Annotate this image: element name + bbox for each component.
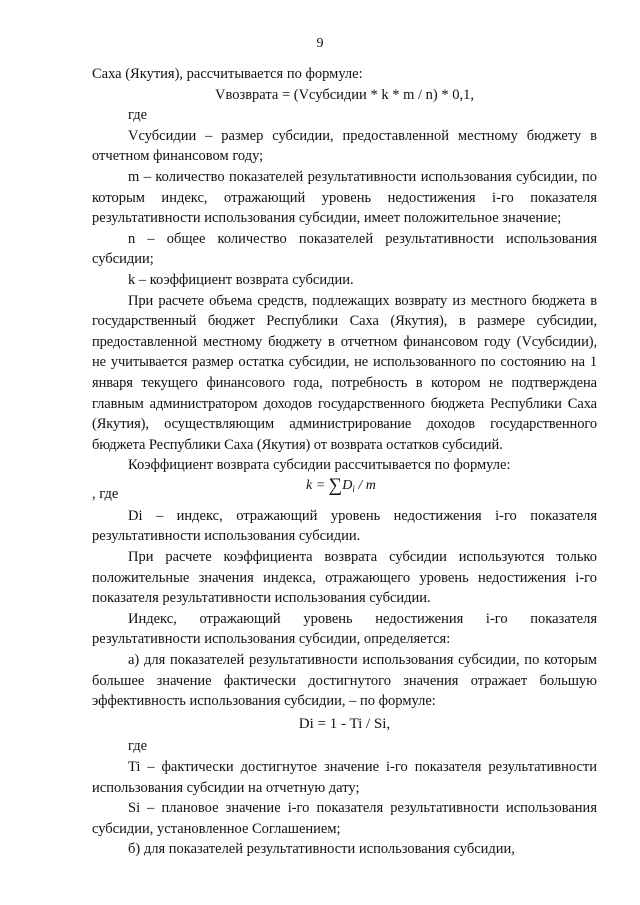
- formula-i-subscript: i: [352, 483, 355, 494]
- definition-v-subsidy: Vсубсидии – размер субсидии, предоставленной местному бюджету в отчетном финансовом году;: [92, 127, 597, 165]
- paragraph-coefficient-formula-intro: Коэффициент возврата субсидии рассчитывается по формуле:: [128, 457, 511, 474]
- sum-symbol: ∑: [328, 474, 343, 496]
- definition-m: m – количество показателей результативности использования субсидии, по которым индекс, отражающий уровень недостижения i-го показателя результативности использования субсидии, имеет положительное значение;: [92, 168, 597, 227]
- definition-si: Si – плановое значение i-го показателя результативности использования субсидии, установленное Соглашением;: [92, 800, 597, 837]
- formula-where-label: , где: [92, 485, 119, 502]
- formula-k-symbol: k: [306, 477, 313, 493]
- paragraph-calculation-rule: При расчете объема средств, подлежащих возврату из местного бюджета в государственный бюджет Республики Саха (Якутия), в размере субсидии, предоставленной местному бюджету в отчетном финансовом году (Vсубсидии), не учитывается размер остатка субсидии, не использованного по состоянию на 1 января текущего финансового года, потребность в котором не подтверждена главным администратором доходов государственного бюджета Республики Саха (Якутия), осуществляющим администрирование доходов государственного бюджета Республики Саха (Якутия) от возврата остатков субсидий.: [92, 292, 597, 453]
- paragraph-formula-intro: Саха (Якутия), рассчитывается по формуле:: [92, 66, 363, 82]
- formula-coefficient-line: [92, 476, 597, 506]
- definition-ti: Ti – фактически достигнутое значение i-го показателя результативности использования субсидии на отчетную дату;: [92, 759, 597, 796]
- document-body: [92, 64, 597, 860]
- where-label: где: [128, 107, 148, 124]
- definition-k: k – коэффициент возврата субсидии.: [128, 271, 354, 288]
- formula-equals-sign: =: [312, 477, 329, 493]
- item-a: а) для показателей результативности использования субсидии, по которым большее значение фактически достигнутого значения отражает большую эффективность использования субсидии, – по формуле:: [92, 652, 597, 710]
- formula-return-volume: Vвозврата = (Vсубсидии * k * m / n) * 0,1,: [215, 86, 474, 103]
- formula-di: Di = 1 - Ti / Si,: [298, 715, 391, 732]
- paragraph-positive-values: При расчете коэффициента возврата субсидии используются только положительные значения индекса, отражающего уровень недостижения i-го показателя результативности использования субсидии.: [92, 549, 597, 607]
- formula-d-symbol: D: [342, 477, 353, 493]
- item-b: б) для показателей результативности использования субсидии,: [128, 841, 515, 858]
- formula-coefficient: [306, 476, 376, 500]
- definition-di: Di – индекс, отражающий уровень недостижения i-го показателя результативности использования субсидии.: [92, 507, 597, 545]
- paragraph-index-definition: Индекс, отражающий уровень недостижения i-го показателя результативности использования субсидии, определяется:: [92, 610, 597, 648]
- definition-n: n – общее количество показателей результативности использования субсидии;: [92, 230, 597, 268]
- page-number: 9: [316, 36, 324, 51]
- formula-divide-m: / m: [354, 477, 376, 493]
- where-label-second: где: [128, 738, 148, 755]
